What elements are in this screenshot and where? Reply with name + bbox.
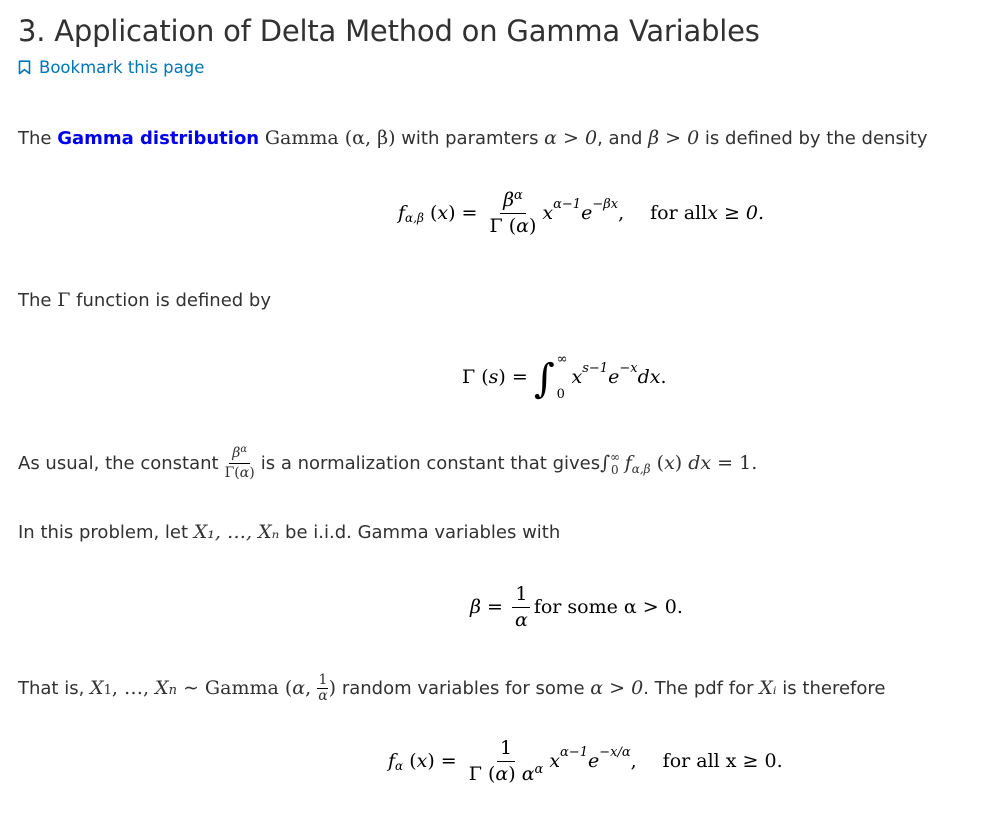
eq-condition-text: for all x ≥ 0. (662, 750, 783, 773)
equation-gamma-density: f α,β (x) = $\frac{\beta^\alpha}{\Gamma (\alpha)}$ x α−1 e −βx , for all x ≥ 0. (398, 188, 765, 237)
text-run: The (18, 128, 58, 149)
text-run: is a normalization constant that gives (260, 452, 601, 474)
text-run: In this problem, let (18, 522, 194, 543)
math-x-i: Xᵢ (759, 676, 777, 699)
gamma-distribution-link[interactable]: Gamma distribution (57, 128, 260, 149)
paragraph-that-is (18, 673, 885, 705)
math-x-sequence: X₁, …, Xₙ (193, 521, 280, 543)
math-beta-positive: β > 0 (648, 127, 700, 149)
equation-beta-definition: β = $\frac{1}{\alpha}$ for some α > 0. (470, 583, 683, 631)
paragraph-iid-variables (18, 519, 560, 546)
bookmark-icon (18, 60, 31, 75)
text-run: function is defined by (70, 290, 272, 311)
paragraph-normalization (18, 446, 757, 482)
paragraph-gamma-definition (18, 125, 928, 152)
eq-condition-text: for all (650, 202, 708, 225)
page-title: 3. Application of Delta Method on Gamma Variables (18, 14, 760, 48)
equation-gamma-function: Γ (s) = ∫ ∞ 0 x s−1 e −x dx . (462, 352, 667, 402)
text-run: is therefore (776, 677, 886, 699)
paragraph-gamma-function (18, 287, 271, 314)
text-run: be i.i.d. Gamma variables with (279, 522, 561, 543)
bookmark-label: Bookmark this page (39, 58, 205, 77)
math-gamma-dist: Gamma (α, β) (264, 127, 396, 149)
text-run: As usual, the constant (18, 452, 219, 474)
eq-condition-text: for some α > 0. (533, 596, 683, 619)
math-alpha-positive: α > 0 (590, 676, 644, 699)
math-integral-equals-one: $\int^\infty_0$ $f_{\alpha,\beta}$ (x) dx = 1. (600, 449, 758, 477)
bookmark-button[interactable] (18, 58, 204, 77)
text-run: The (18, 290, 58, 311)
math-gamma-alpha-inv: X1, …, Xn ∼ Gamma (α, $\frac{1}{\alpha}$ ) (90, 672, 337, 705)
text-run: random variables for some (336, 677, 591, 699)
math-gamma-symbol: Γ (57, 289, 71, 311)
text-run: , and (597, 128, 649, 149)
text-run: That is, (18, 677, 91, 699)
math-normalization-constant: $\frac{\beta^\alpha}{\Gamma(\alpha)}$ (224, 444, 255, 482)
equation-pdf-xi: f α (x) = $\frac{1}{\Gamma (\alpha) \alpha^\alpha}$ x α−1 e −x/α , for all x ≥ 0. (388, 737, 783, 785)
math-alpha-positive: α > 0 (544, 127, 598, 149)
eq-condition-math: x ≥ 0. (707, 202, 765, 225)
text-run: is defined by the density (699, 128, 928, 149)
text-run: . The pdf for (643, 677, 760, 699)
text-run: with paramters (395, 128, 545, 149)
